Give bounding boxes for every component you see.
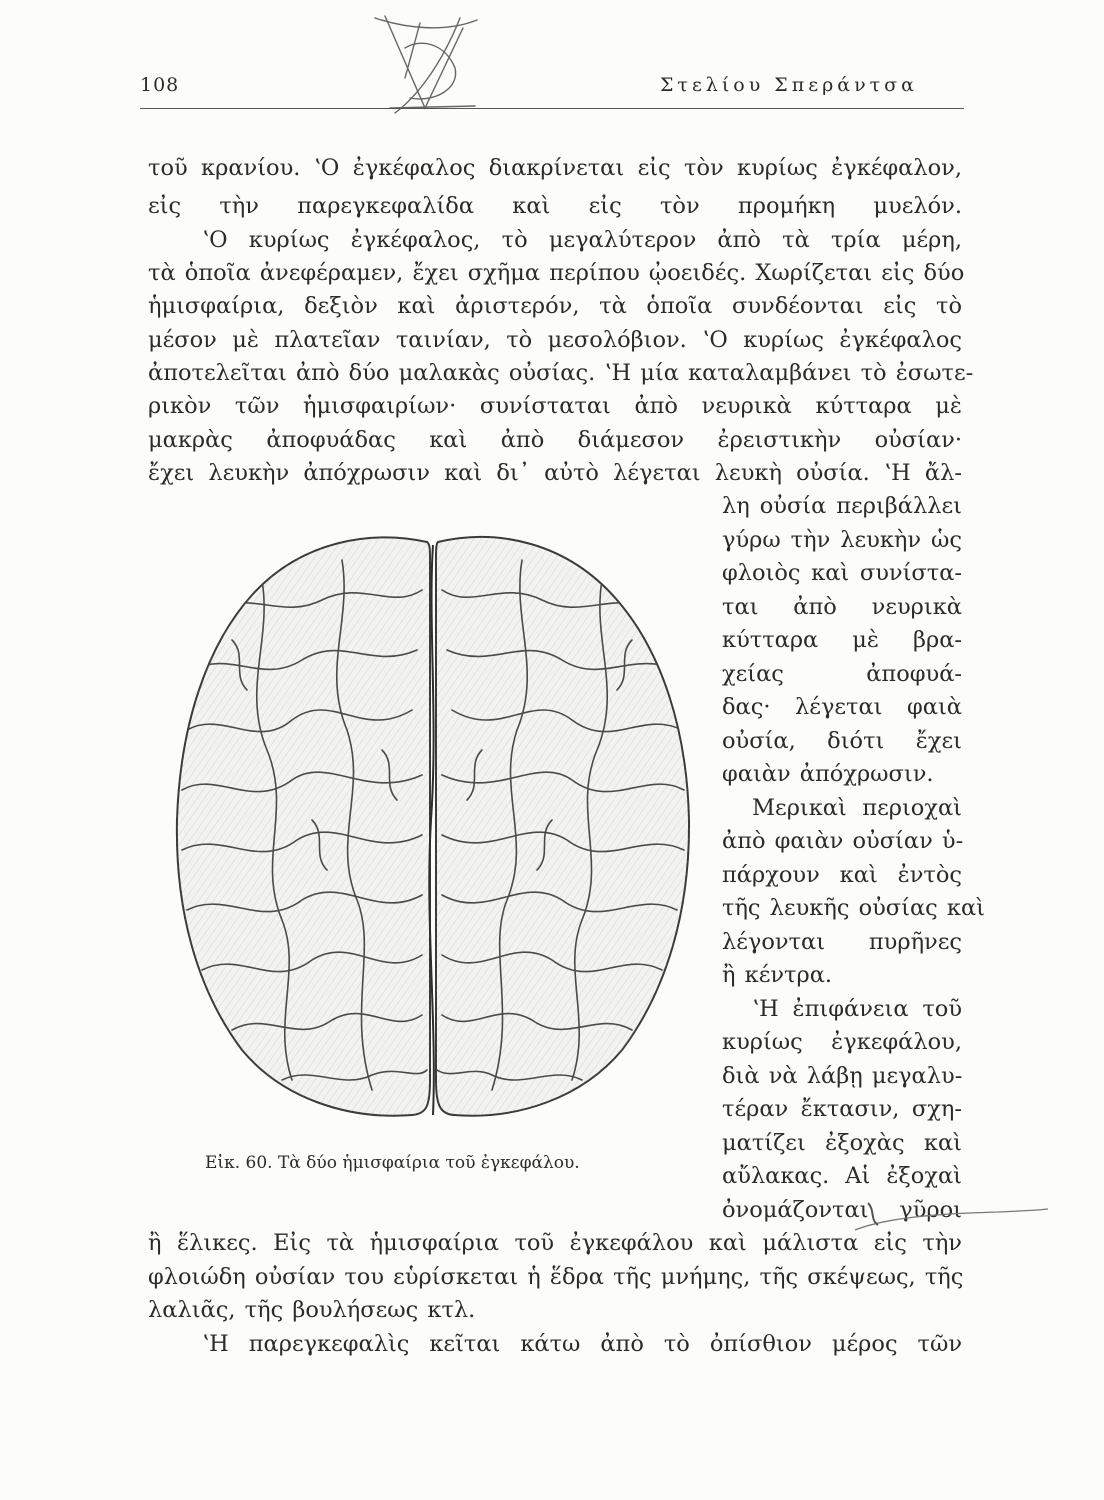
side-line: δας· λέγεται φαιὰ: [722, 694, 962, 720]
body-line: ʽΟ κυρίως ἐγκέφαλος, τὸ μεγαλύτερον ἀπὸ τὰ τρία μέρη,: [202, 227, 962, 253]
side-line: φλοιὸς καὶ συνίστα-: [722, 560, 962, 586]
body-line: τὰ ὁποῖα ἀνεφέραμεν, ἔχει σχῆμα περίπου ᾠοειδές. Χωρίζεται εἰς δύο: [148, 260, 965, 286]
side-line: ἢ κέντρα.: [722, 962, 833, 988]
side-line: λη οὐσία περιβάλλει: [722, 493, 962, 519]
side-line: κυρίως ἐγκεφάλου,: [722, 1029, 962, 1055]
body-line: ἔχει λευκὴν ἀπόχρωσιν καὶ δι᾽ αὐτὸ λέγεται λευκὴ οὐσία. ʽΗ ἄλ-: [148, 460, 962, 486]
side-line: κύτταρα μὲ βρα-: [722, 627, 962, 653]
pencil-mark: [850, 1195, 1050, 1245]
page-number: 108: [140, 74, 180, 96]
side-line: διὰ νὰ λάβῃ μεγαλυ-: [722, 1063, 963, 1089]
side-line: λέγονται πυρῆνες: [722, 929, 962, 955]
body-line: μακρὰς ἀποφυάδας καὶ ἀπὸ διάμεσον ἐρειστικὴν οὐσίαν·: [148, 427, 962, 453]
body-line: ʽΗ παρεγκεφαλὶς κεῖται κάτω ἀπὸ τὸ ὀπίσθιον μέρος τῶν: [202, 1331, 962, 1357]
figure-caption-text: Εἰκ. 60. Τὰ δύο ἡμισφαίρια τοῦ ἐγκεφάλου.: [205, 1153, 580, 1173]
brain-illustration: [172, 520, 694, 1125]
header-rule: [140, 108, 964, 109]
side-line: φαιὰν ἀπόχρωσιν.: [722, 761, 934, 787]
body-line: εἰς τὴν παρεγκεφαλίδα καὶ εἰς τὸν προμήκη μυελόν.: [148, 193, 962, 219]
body-line: μέσον μὲ πλατεῖαν ταινίαν, τὸ μεσολόβιον. ʽΟ κυρίως ἐγκέφαλος: [148, 327, 962, 353]
body-line: φλοιώδη οὐσίαν του εὑρίσκεται ἡ ἕδρα τῆς μνήμης, τῆς σκέψεως, τῆς: [148, 1264, 964, 1290]
body-line: λαλιᾶς, τῆς βουλήσεως κτλ.: [148, 1297, 476, 1323]
body-line: ἡμισφαίρια, δεξιὸν καὶ ἀριστερόν, τὰ ὁποῖα συνδέονται εἰς τὸ: [148, 293, 962, 319]
body-line: ἀποτελεῖται ἀπὸ δύο μαλακὰς οὐσίας. ʽΗ μία καταλαμβάνει τὸ ἐσωτε-: [148, 360, 974, 386]
side-line: τέραν ἔκτασιν, σχη-: [722, 1096, 962, 1122]
side-line: οὐσία, διότι ἔχει: [722, 728, 962, 754]
side-line: ὀνομάζονται γῦροι: [722, 1197, 962, 1223]
side-line: πάρχουν καὶ ἐντὸς: [722, 862, 962, 888]
side-line: χείας ἀποφυά-: [722, 661, 962, 687]
body-line: ἢ ἕλικες. Εἰς τὰ ἡμισφαίρια τοῦ ἐγκεφάλου καὶ μάλιστα εἰς τὴν: [148, 1230, 962, 1256]
side-line: γύρω τὴν λευκὴν ὡς: [722, 527, 962, 553]
side-line: ται ἀπὸ νευρικὰ: [722, 594, 962, 620]
side-line: ματίζει ἐξοχὰς καὶ: [722, 1130, 962, 1156]
side-line: τῆς λευκῆς οὐσίας καὶ: [722, 895, 986, 921]
side-line: αὔλακας. Αἱ ἐξοχαὶ: [722, 1163, 962, 1189]
side-line: ʽΗ ἐπιφάνεια τοῦ: [752, 996, 962, 1022]
body-line: ρικὸν τῶν ἡμισφαιρίων· συνίσταται ἀπὸ νευρικὰ κύτταρα μὲ: [148, 393, 962, 419]
running-title: Στελίου Σπεράντσα: [660, 74, 918, 96]
side-line: ἀπὸ φαιὰν οὐσίαν ὑ-: [722, 828, 964, 854]
side-line: Μερικαὶ περιοχαὶ: [752, 795, 962, 821]
body-line: τοῦ κρανίου. ʽΟ ἐγκέφαλος διακρίνεται εἰς τὸν κυρίως ἐγκέφαλον,: [148, 155, 962, 181]
ink-scribble-mark: [365, 8, 485, 123]
